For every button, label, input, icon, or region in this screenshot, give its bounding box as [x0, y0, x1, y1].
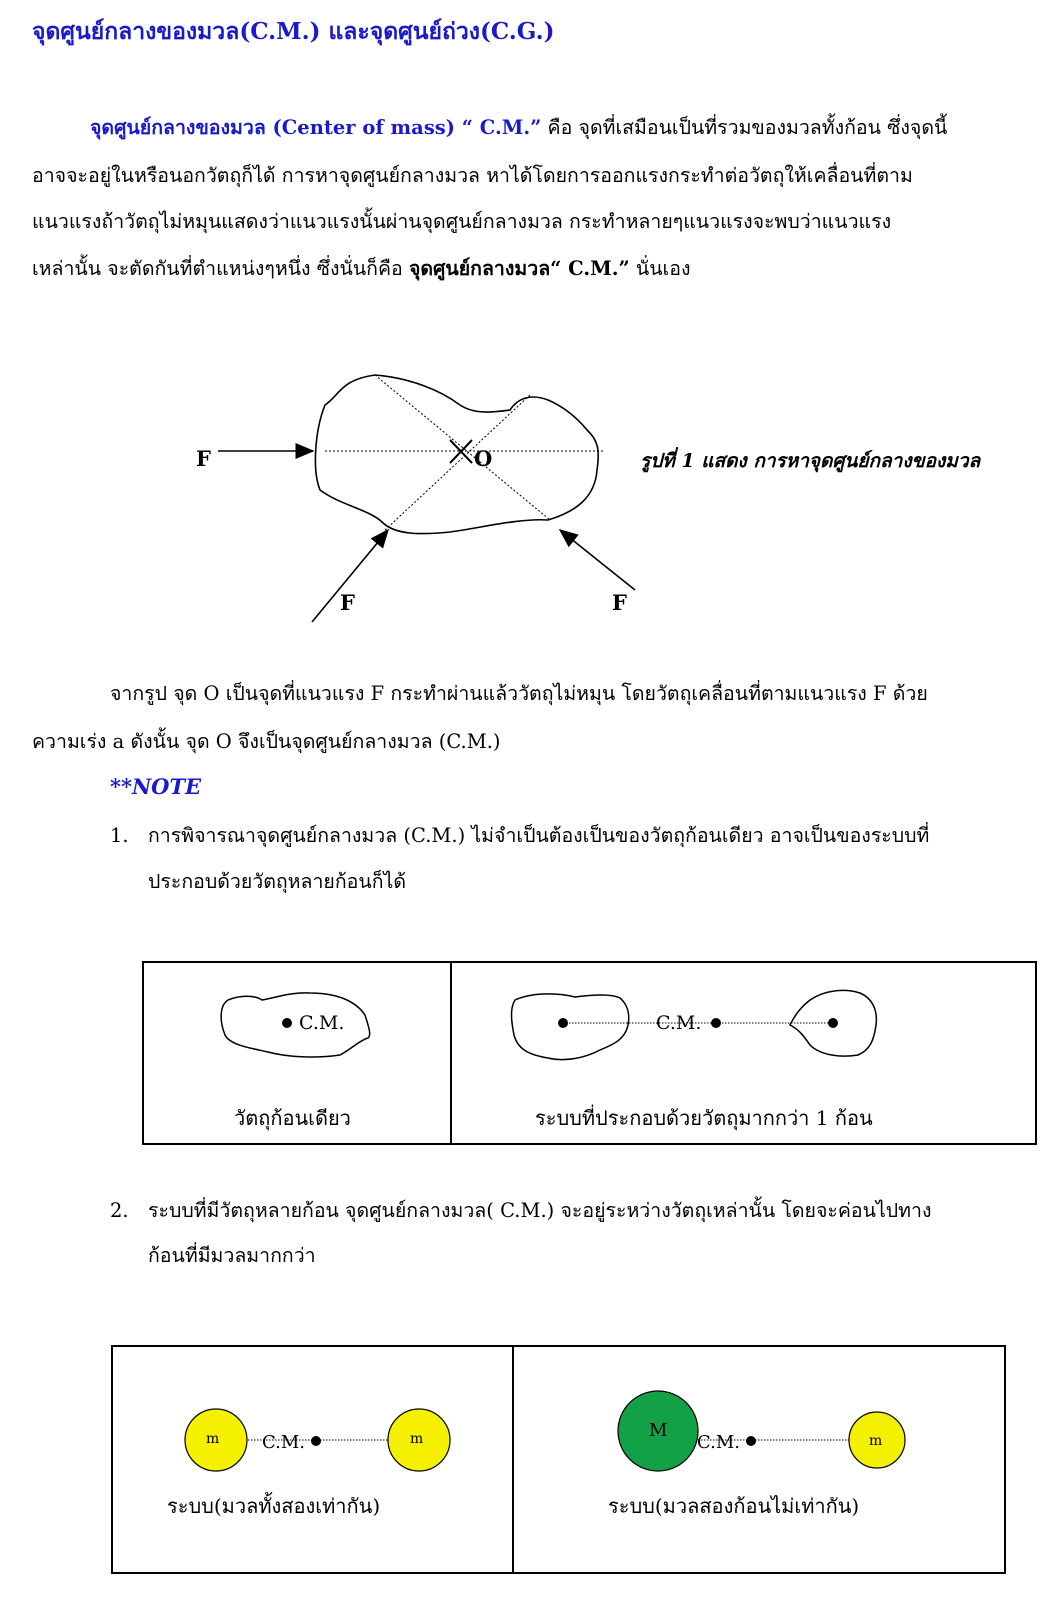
equal-mass-right-label: m — [410, 1431, 424, 1447]
equal-mass-left-label: m — [206, 1431, 220, 1447]
equal-mass-cm-label: C.M. — [262, 1432, 306, 1453]
equal-mass-caption: ระบบ(มวลทั้งสองเท่ากัน) — [167, 1494, 381, 1518]
force-label-bottom-right: F — [612, 590, 627, 615]
intro-line-3: แนวแรงถ้าวัตถุไม่หมุนแสดงว่าแนวแรงนั้นผ่านจุดศูนย์กลางมวล กระทำหลายๆแนวแรงจะพบว่าแนวแรง — [32, 210, 892, 233]
intro-line-1-rest: คือ จุดที่เสมือนเป็นที่รวมของมวลทั้งก้อน ซึ่งจุดนี้ — [541, 116, 948, 139]
intro-term: จุดศูนย์กลางของมวล (Center of mass) “ C.M.” — [90, 116, 542, 139]
point-o-label: O — [474, 446, 493, 471]
explain-line-1: จากรูป จุด O เป็นจุดที่แนวแรง F กระทำผ่านแล้ววัตถุไม่หมุน โดยวัตถุเคลื่อนที่ตามแนวแรง F ด้วย — [110, 682, 928, 705]
single-cm-label: C.M. — [299, 1012, 345, 1034]
intro-line-4-bold: จุดศูนย์กลางมวล“ C.M.” — [408, 257, 630, 280]
figure-1-caption: รูปที่ 1 แสดง การหาจุดศูนย์กลางของมวล — [640, 450, 981, 472]
note-label: **NOTE — [110, 774, 202, 799]
note-2-line-2: ก้อนที่มีมวลมากกว่า — [148, 1244, 316, 1267]
intro-line-4-start: เหล่านั้น จะตัดกันที่ตำแหน่งๆหนึ่ง ซึ่งนั่นก็คือ — [32, 257, 409, 280]
unequal-mass-cm-dot — [746, 1436, 756, 1446]
single-body-caption: วัตถุก้อนเดียว — [234, 1106, 351, 1130]
multi-cm-label: C.M. — [656, 1012, 702, 1034]
note-2-line-1: ระบบที่มีวัตถุหลายก้อน จุดศูนย์กลางมวล( C.M.) จะอยู่ระหว่างวัตถุเหล่านั้น โดยจะค่อนไปทาง — [148, 1199, 932, 1222]
unequal-mass-caption: ระบบ(มวลสองก้อนไม่เท่ากัน) — [608, 1494, 860, 1518]
equal-mass-cm-dot — [311, 1436, 321, 1446]
small-mass-label: m — [869, 1433, 883, 1449]
note-1-number: 1. — [110, 824, 129, 847]
big-mass-label: M — [649, 1420, 668, 1441]
force-label-bottom-left: F — [340, 590, 355, 615]
intro-line-4-end: นั่นเอง — [629, 257, 691, 280]
page-title: จุดศูนย์กลางของมวล(C.M.) และจุดศูนย์ถ่วง(C.G.) — [32, 18, 555, 45]
note-1-line-2: ประกอบด้วยวัตถุหลายก้อนก็ได้ — [148, 870, 406, 893]
intro-line-2: อาจจะอยู่ในหรือนอกวัตถุก็ได้ การหาจุดศูนย์กลางมวล หาได้โดยการออกแรงกระทำต่อวัตถุให้เคลื่อนที่ตาม — [32, 164, 913, 187]
note-2-number: 2. — [110, 1199, 129, 1222]
explain-line-2: ความเร่ง a ดังนั้น จุด O จึงเป็นจุดศูนย์กลางมวล (C.M.) — [32, 730, 501, 753]
unequal-mass-cm-label: C.M. — [697, 1432, 741, 1453]
note-1-line-1: การพิจารณาจุดศูนย์กลางมวล (C.M.) ไม่จำเป็นต้องเป็นของวัตถุก้อนเดียว อาจเป็นของระบบที่ — [148, 824, 930, 847]
multi-body-caption: ระบบที่ประกอบด้วยวัตถุมากกว่า 1 ก้อน — [535, 1106, 873, 1130]
force-label-left: F — [196, 446, 211, 471]
